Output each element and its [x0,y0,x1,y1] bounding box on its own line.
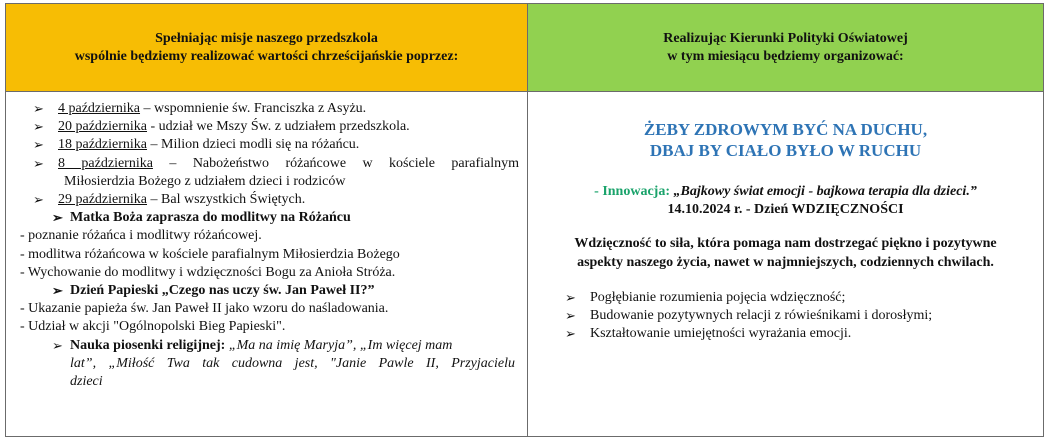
innovation-text: „Bajkowy świat emocji - bajkowa terapia dla dzieci.” [670,184,977,199]
event-date: 29 października [58,192,148,208]
goal-text: Kształtowanie umiejętności wyrażania emocji. [590,326,852,342]
arrowhead-icon: ➢ [52,210,63,226]
papal-point: - Ukazanie papieża św. Jan Paweł II jako wzoru do naśladowania. [20,301,389,317]
event-text: – wspomnienie św. Franciszka z Asyżu. [140,101,367,116]
goal-item [528,325,1043,343]
goals-list [528,289,1043,344]
event-text: – Bal wszystkich Świętych. [147,192,306,208]
songs-item [6,337,527,355]
header-right-line2: w tym miesiącu będziemy organizować: [667,48,904,64]
papal-title: Dzień Papieski „Czego nas uczy św. Jan Paweł II?” [70,283,375,299]
arrowhead-icon: ➢ [33,192,44,208]
event-date: 18 października [58,137,148,153]
arrowhead-icon: ➢ [52,283,63,299]
slogan [528,119,1043,161]
event-date: 8 października [58,155,153,171]
arrowhead-icon: ➢ [565,308,576,324]
arrowhead-icon: ➢ [33,119,44,135]
rosary-point: - poznanie różańca i modlitwy różańcowej. [20,228,262,244]
list-item [6,155,527,173]
rosary-heading [6,209,527,227]
slogan-line1: ŻEBY ZDROWYM BYĆ NA DUCHU, [643,120,928,139]
arrowhead-icon: ➢ [33,137,44,153]
songs-title: Nauka piosenki religijnej: [70,337,226,353]
goal-text: Budowanie pozytywnych relacji z rówieśnikami i dorosłymi; [590,308,933,324]
goal-item [528,307,1043,325]
event-date: 20 października [58,119,148,135]
header-right-line1: Realizując Kierunki Polityki Oświatowej [663,30,908,46]
arrowhead-icon: ➢ [33,101,44,116]
gratitude-day: 14.10.2024 r. - Dzień WDZIĘCZNOŚCI [667,202,904,218]
songs-list-line3: dzieci [70,374,103,390]
papal-heading [6,282,527,300]
arrowhead-icon: ➢ [565,326,576,342]
header-left-line1: Spełniając misje naszego przedszkola [155,30,378,46]
event-continuation: Miłosierdzia Bożego z udziałem dzieci i rodziców [64,173,346,189]
papal-point: - Udział w akcji "Ogólnopolski Bieg Papieski". [20,319,286,335]
left-content-cell [6,92,528,437]
arrowhead-icon: ➢ [33,155,44,171]
event-date: 4 października [58,101,141,116]
songs-list-line1: „Ma na imię Maryja”, „Im więcej mam [225,337,453,353]
slogan-line2: DBAJ BY CIAŁO BYŁO W RUCHU [649,141,922,160]
right-content-cell [528,92,1044,437]
gratitude-line1: Wdzięczność to siła, która pomaga nam dostrzegać piękno i pozytywne [574,236,997,252]
list-item [6,100,527,118]
songs-list-line2: lat”, „Miłość Twa tak cudowna jest, "Janie Pawle II, Przyjacielu [70,355,515,371]
goal-text: Pogłębianie rozumienia pojęcia wdzięczność; [590,289,846,305]
rosary-point: - Wychowanie do modlitwy i wdzięczności Bogu za Anioła Stróża. [20,264,396,280]
list-item [6,118,527,136]
event-text: – Nabożeństwo różańcowe w kościele parafialnym [152,155,519,171]
arrowhead-icon: ➢ [52,337,63,353]
innovation [528,183,1043,201]
header-right-cell [528,4,1044,92]
rosary-title: Matka Boża zaprasza do modlitwy na Różańcu [70,210,351,226]
list-item [6,191,527,209]
event-text: - udział we Mszy Św. z udziałem przedszkola. [147,119,410,135]
gratitude-description [528,235,1043,271]
header-left-line2: wspólnie będziemy realizować wartości chrześcijańskie poprzez: [74,48,459,64]
plan-table [5,3,1044,437]
rosary-point: - modlitwa różańcowa w kościele parafialnym Miłosierdzia Bożego [20,246,400,262]
goal-item [528,289,1043,307]
gratitude-line2: aspekty naszego życia, nawet w najmniejszych, codziennych chwilach. [577,254,994,270]
innovation-label: - Innowacja: [594,184,670,199]
event-text: – Milion dzieci modli się na różańcu. [147,137,360,153]
arrowhead-icon: ➢ [565,289,576,305]
header-left-cell [6,4,528,92]
list-item [6,136,527,154]
plan-sheet [5,3,1043,431]
